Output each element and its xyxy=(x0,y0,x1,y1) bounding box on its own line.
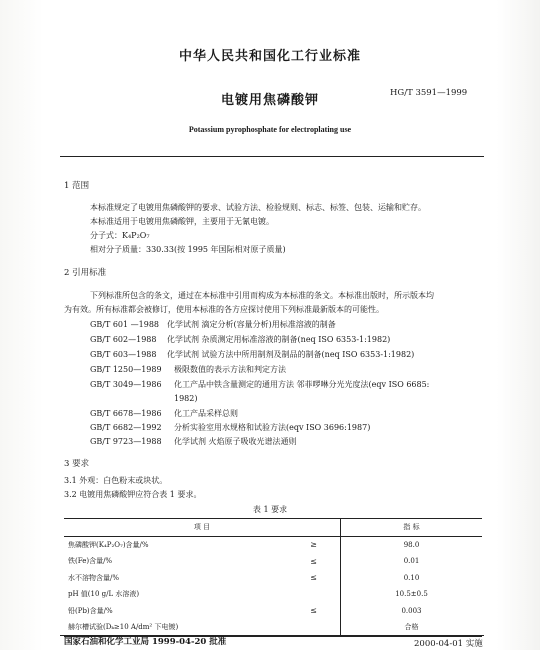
table-header-row xyxy=(64,519,482,537)
requirements-table xyxy=(64,518,482,637)
standard-header: 中华人民共和国化工行业标准 xyxy=(178,49,361,64)
table-row xyxy=(64,536,482,553)
requirement-operator: ≤ xyxy=(310,573,317,583)
requirement-value: 0.10 xyxy=(341,570,483,587)
reference-code: GB/T 3049—1986 xyxy=(90,380,162,389)
table-row xyxy=(64,570,482,587)
reference-code: GB/T 602—1988 xyxy=(90,335,157,344)
table-row xyxy=(64,553,482,570)
requirement-value: 0.003 xyxy=(341,603,483,620)
requirement-name: pH 值(10 g/L 水溶液) xyxy=(68,590,140,599)
reference-title-continued: 1982) xyxy=(174,394,198,403)
approval-line: 国家石油和化学工业局 1999-04-20 批准 xyxy=(64,637,227,647)
header-rule xyxy=(60,156,484,157)
reference-code: GB/T 9723—1988 xyxy=(90,437,162,446)
section-1-line: 本标准适用于电镀用焦磷酸钾，主要用于无氰电镀。 xyxy=(90,217,274,226)
reference-title: 化学试剂 杂质测定用标准溶液的制备(neq ISO 6353-1:1982) xyxy=(167,335,391,344)
requirement-operator xyxy=(287,619,341,636)
reference-code: GB/T 1250—1989 xyxy=(90,365,162,374)
section-1-heading: 1 范围 xyxy=(64,181,90,191)
requirement-operator: ≤ xyxy=(310,556,317,566)
requirement-name: 焦磷酸钾(K₄P₂O₇)含量/% xyxy=(68,540,149,549)
requirement-name: 铁(Fe)含量/% xyxy=(68,557,113,566)
reference-title: 化学试剂 火焰原子吸收光谱法通则 xyxy=(174,437,297,446)
implementation-date: 2000-04-01 实施 xyxy=(414,639,483,649)
document-title: 电镀用焦磷酸钾 xyxy=(220,93,319,108)
standard-code: HG/T 3591—1999 xyxy=(390,88,468,98)
section-1-line: 相对分子质量：330.33(按 1995 年国际相对原子质量) xyxy=(90,245,286,254)
requirement-name: 水不溶物含量/% xyxy=(68,573,120,582)
reference-code: GB/T 6682—1992 xyxy=(90,423,162,432)
section-3-line: 3.2 电镀用焦磷酸钾应符合表 1 要求。 xyxy=(64,490,202,499)
column-header-item: 项 目 xyxy=(64,519,341,537)
column-header-indicator: 指 标 xyxy=(341,519,483,537)
table-caption: 表 1 要求 xyxy=(252,505,288,514)
section-1-line: 分子式：K₄P₂O₇ xyxy=(90,231,150,240)
reference-title: 化学试剂 试验方法中所用制剂及制品的制备(neq ISO 6353-1:1982) xyxy=(167,350,415,359)
reference-title: 分析实验室用水规格和试验方法(eqv ISO 3696:1987) xyxy=(174,423,371,432)
section-3-line: 3.1 外观：白色粉末或块状。 xyxy=(64,476,168,485)
section-2-intro-line: 为有效。所有标准都会被修订，使用本标准的各方应探讨使用下列标准最新版本的可能性。 xyxy=(64,305,384,314)
table-row xyxy=(64,619,482,636)
document-title-english: Potassium pyrophosphate for electroplating use xyxy=(188,125,352,134)
requirement-value: 0.01 xyxy=(341,553,483,570)
section-3-heading: 3 要求 xyxy=(64,459,90,469)
section-2-heading: 2 引用标准 xyxy=(64,268,107,278)
reference-title: 化学试剂 滴定分析(容量分析)用标准溶液的制备 xyxy=(167,320,336,329)
requirement-operator: ≥ xyxy=(310,540,317,550)
table-row xyxy=(64,603,482,620)
requirement-operator: ≤ xyxy=(310,606,317,616)
reference-title: 化工产品采样总则 xyxy=(174,409,238,418)
reference-title: 化工产品中铁含量测定的通用方法 邻菲啰啉分光光度法(eqv ISO 6685: xyxy=(174,380,430,389)
requirement-value: 合格 xyxy=(341,619,483,636)
reference-code: GB/T 6678—1986 xyxy=(90,409,162,418)
section-1-line: 本标准规定了电镀用焦磷酸钾的要求、试验方法、检验规则、标志、标签、包装、运输和贮存。 xyxy=(90,203,426,212)
requirement-value: 98.0 xyxy=(341,536,483,553)
table-row xyxy=(64,586,482,603)
requirement-value: 10.5±0.5 xyxy=(341,586,483,603)
footer-rule xyxy=(60,635,484,636)
requirement-operator xyxy=(287,586,341,603)
section-2-intro-line: 下列标准所包含的条文，通过在本标准中引用而构成为本标准的条文。本标准出版时，所示版本均 xyxy=(90,291,434,300)
reference-code: GB/T 601 —1988 xyxy=(90,320,160,329)
reference-code: GB/T 603—1988 xyxy=(90,350,157,359)
reference-title: 极限数值的表示方法和判定方法 xyxy=(174,365,286,374)
requirement-name: 铅(Pb)含量/% xyxy=(68,606,113,615)
requirement-name: 赫尔槽试验(Dₖ≥10 A/dm² 下电镀) xyxy=(64,619,287,636)
